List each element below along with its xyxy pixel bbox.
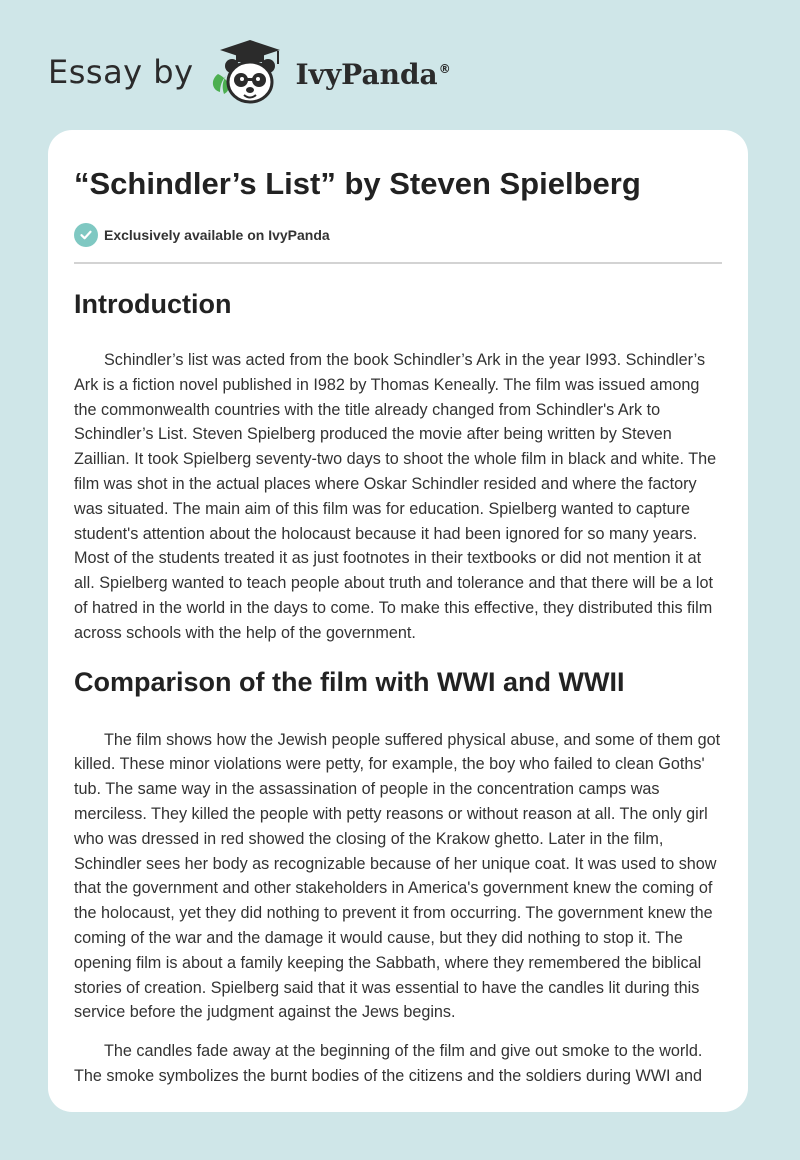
checkmark-icon [74,223,98,247]
essay-title: “Schindler’s List” by Steven Spielberg [74,166,641,201]
section-heading: Comparison of the film with WWI and WWII [74,666,625,697]
panda-logo-icon [208,36,292,108]
section-comparison [74,664,722,1089]
paragraph: The film shows how the Jewish people suffered physical abuse, and some of them got killed. These minor violations were petty, for example, the boy who failed to clean Goths' tub. The same way in the assassination of people in the concentration camps was merciless. They killed the people with petty reasons or without reason at all. The only girl who was dressed in red showed the closing of the Krakow ghetto. Later in the film, Schindler sees her body as recognizable because of her unique coat. It was used to show that the government and other stakeholders in America's government knew the coming of the holocaust, yet they did nothing to prevent it from occurring. The government knew the coming of the war and the damage it would cause, but they did nothing to stop it. The opening film is about a family keeping the Sabbath, where they remembered the biblical stories of creation. Spielberg said that it was essential to have the candles lit during this service before the judgment against the Jews begins. [74,730,721,1022]
exclusive-badge [74,222,722,248]
paragraph: The candles fade away at the beginning of the film and give out smoke to the world. The smoke symbolizes the burnt bodies of the citizens and the soldiers during WWI and [74,1042,703,1085]
site-brand[interactable] [48,36,451,108]
exclusive-badge-label: Exclusively available on IvyPanda [104,227,330,243]
brand-prefix: Essay by [48,53,194,91]
brand-name [296,58,451,91]
brand-name-text: IvyPanda [295,57,438,91]
section-heading: Introduction [74,289,232,319]
registered-mark: ® [438,62,451,77]
paragraph: Schindler’s list was acted from the book Schindler’s Ark in the year I993. Schindler’s Ark is a fiction novel published in I982 by Thomas Keneally. The film was issued among the commonwealth countries with the title already changed from Schindler's Ark to Schindler’s List. Steven Spielberg produced the movie after being written by Steven Zaillian. It took Spielberg seventy-two days to shoot the whole film in black and white. The film was shot in the actual places where Oskar Schindler resided and where the factory was situated. The main aim of this film was for education. Spielberg wanted to capture student's attention about the holocaust because it had been ignored for so many years. Most of the students treated it as just footnotes in their textbooks or did not mention it at all. Spielberg wanted to teach people about truth and tolerance and that there will be a lot of hatred in the world in the days to come. To make this effective, they distributed this film across schools with the help of the government. [74,351,717,642]
essay-card [48,130,748,1112]
section-introduction [74,286,722,646]
title-divider [74,262,722,264]
